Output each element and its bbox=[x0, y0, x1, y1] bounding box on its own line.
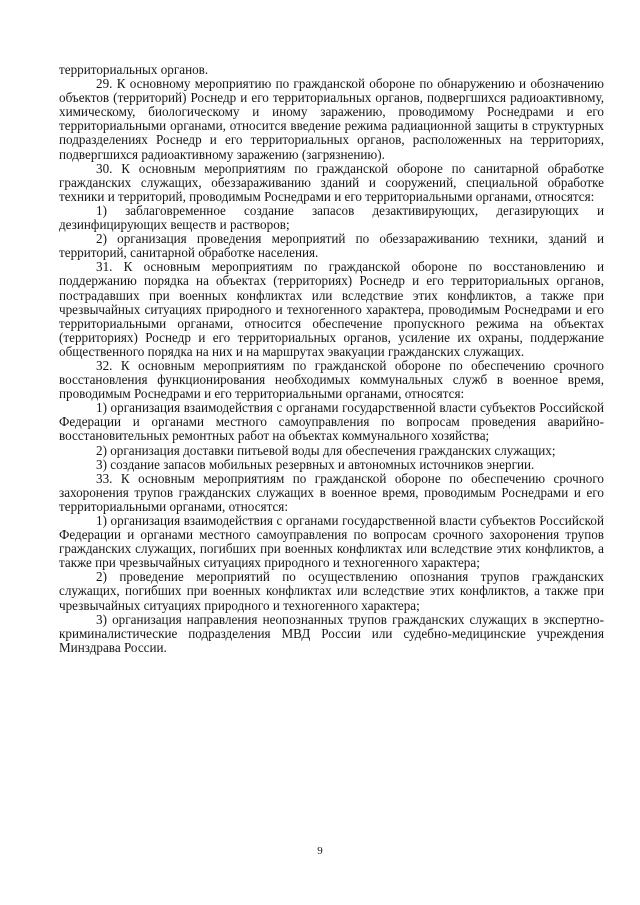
paragraph-item-31: 31. К основным мероприятиям по гражданской обороне по восстановлению и поддержанию порядка на объектах (территориях) Роснедр и его территориальных органов, пострадавших при военных конфликтах или вследствие этих конфликтов, а также при чрезвычайных ситуациях природного и техногенного характера, проводимым Роснедрами и его территориальными органами, относится обеспечение пропускного режима на объектах (территориях) Роснедр и его территориальных органов, усиление их охраны, поддержание общественного порядка на них и на маршрутах эвакуации гражданских служащих. bbox=[59, 259, 604, 359]
paragraph-continuation: территориальных органов. bbox=[59, 62, 209, 77]
paragraph-item-33-2: 2) проведение мероприятий по осуществлению опознания трупов гражданских служащих, погибших при военных конфликтах или вследствие этих конфликтов, а также при чрезвычайных ситуациях природного и техногенного характера; bbox=[59, 569, 604, 613]
paragraph-item-33-1: 1) организация взаимодействия с органами государственной власти субъектов Российской Федерации и органами местного самоуправления по вопросам срочного захоронения трупов гражданских служащих, погибших при военных конфликтах или вследствие этих конфликтов, а также при чрезвычайных ситуациях природного и техногенного характера; bbox=[59, 513, 604, 571]
paragraph-item-30-1: 1) заблаговременное создание запасов дезактивирующих, дегазирующих и дезинфицирующих веществ и растворов; bbox=[59, 202, 604, 233]
paragraph-item-32-1: 1) организация взаимодействия с органами государственной власти субъектов Российской Федерации и органами местного самоуправления по вопросам проведения аварийно-восстановительных ремонтных работ на объектах коммунального хозяйства; bbox=[59, 400, 604, 444]
paragraph-item-32-3: 3) создание запасов мобильных резервных и автономных источников энергии. bbox=[96, 456, 535, 472]
page-number: 9 bbox=[317, 845, 323, 857]
paragraph-item-30-2: 2) организация проведения мероприятий по обеззараживанию техники, зданий и территорий, санитарной обработке населения. bbox=[59, 231, 604, 261]
paragraph-item-30: 30. К основным мероприятиям по гражданской обороне по санитарной обработке гражданских служащих, обеззараживанию зданий и сооружений, специальной обработке техники и территорий, проводимым Роснедрами и его территориальными органами, относятся: bbox=[59, 160, 604, 204]
paragraph-item-29: 29. К основному мероприятию по гражданской обороне по обнаружению и обозначению объектов (территорий) Роснедр и его территориальных органов, подвергшихся радиоактивному, химическому, биологическому и иному заражению, проводимому Роснедрами и его территориальными органами, относится введение режима радиационной защиты в структурных подразделениях Роснедр и его территориальных органов, расположенных на территориях, подвергшихся радиоактивному заражению (загрязнению). bbox=[59, 76, 604, 162]
paragraph-item-32: 32. К основным мероприятиям по гражданской обороне по обеспечению срочного восстановления функционирования необходимых коммунальных служб в военное время, проводимым Роснедрами и его территориальными органами, относятся: bbox=[59, 357, 604, 402]
paragraph-item-33-3: 3) организация направления неопознанных трупов гражданских служащих в экспертно-криминалистические подразделения МВД России или судебно-медицинские учреждения Минздрава России. bbox=[59, 611, 604, 655]
paragraph-item-32-2: 2) организация доставки питьевой воды для обеспечения гражданских служащих; bbox=[96, 442, 556, 458]
paragraph-item-33: 33. К основным мероприятиям по гражданской обороне по обеспечению срочного захоронения трупов гражданских служащих в военное время, проводимым Роснедрами и его территориальными органами, относятся: bbox=[59, 470, 604, 514]
